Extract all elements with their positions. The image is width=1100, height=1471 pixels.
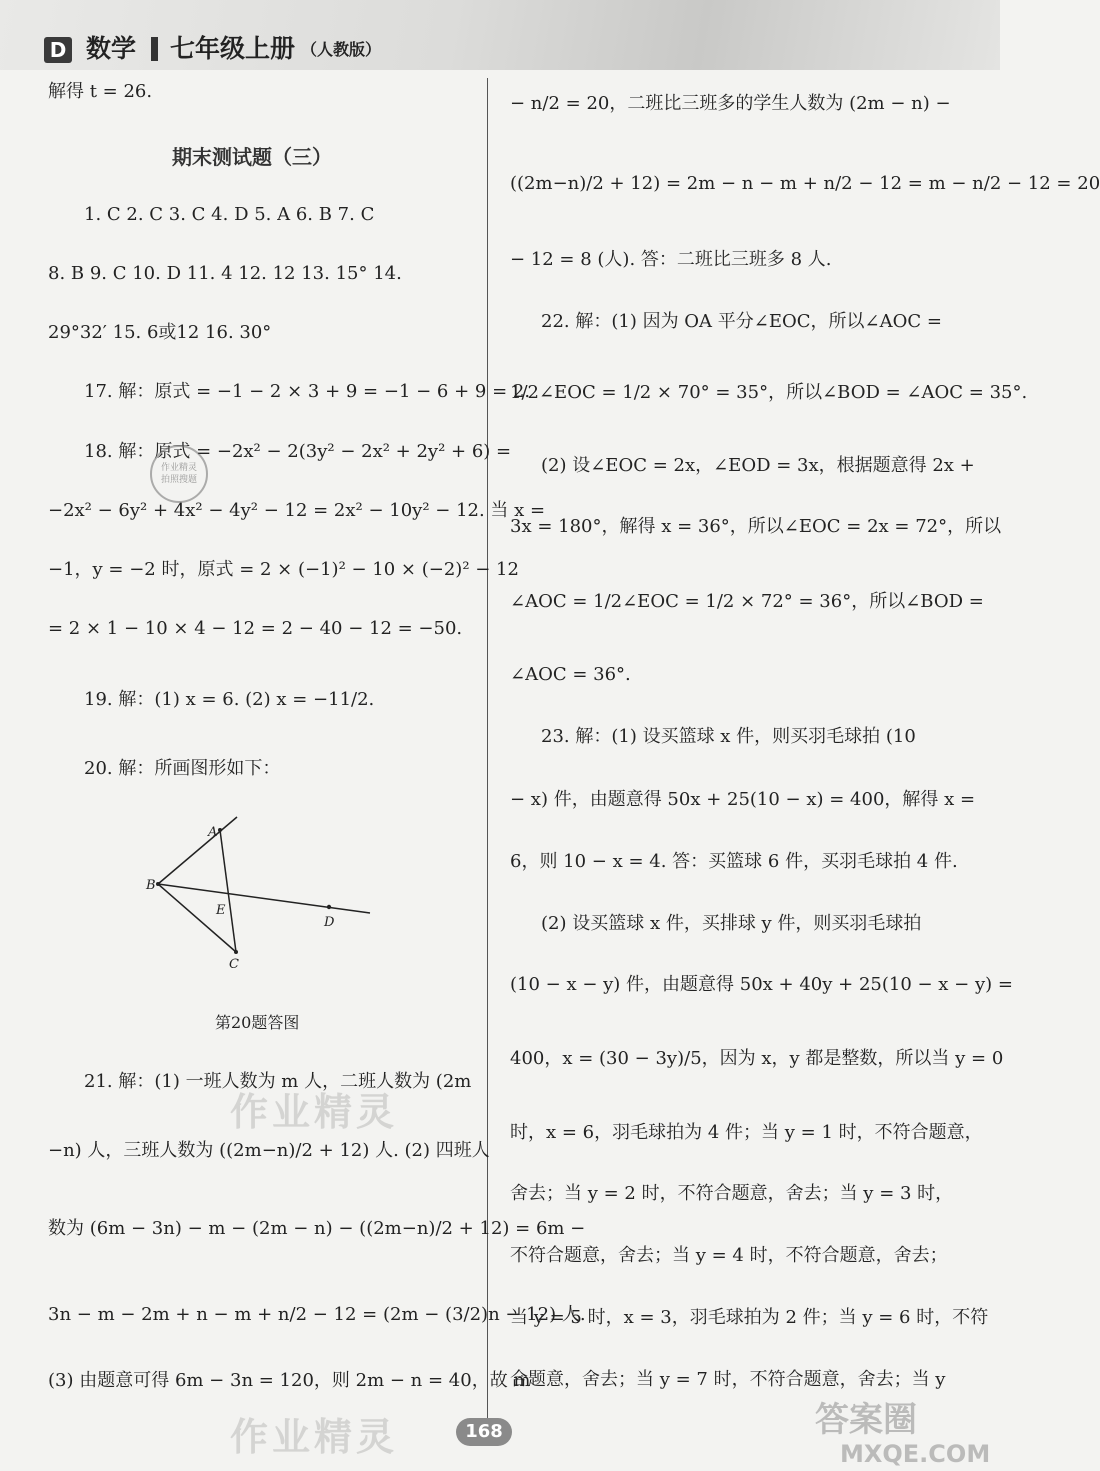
answer-line: −1，y = −2 时，原式 = 2 × (−1)² − 10 × (−2)² − 12 [48,559,519,580]
answer-line: 23. 解：(1) 设买篮球 x 件，则买羽毛球拍 (10 [541,726,916,747]
answer-line: (3) 由题意可得 6m − 3n = 120，则 2m − n = 40，故 m [48,1370,531,1391]
answer-line: −2x² − 6y² + 4x² − 4y² − 12 = 2x² − 10y² − 12. 当 x = [48,500,546,521]
geometry-figure [140,810,380,970]
answer-line: ∠AOC = 1/2∠EOC = 1/2 × 72° = 36°，所以∠BOD = [510,591,984,612]
answer-line: 18. 解：原式 = −2x² − 2(3y² − 2x² + 2y² + 6) = [84,441,512,462]
ray-bd [158,884,370,913]
answer-line: − x) 件，由题意得 50x + 25(10 − x) = 400，解得 x = [510,789,976,810]
answer-line: 当 y = 5 时，x = 3，羽毛球拍为 2 件；当 y = 6 时，不符 [510,1307,989,1328]
answer-line: (2) 设买篮球 x 件，买排球 y 件，则买羽毛球拍 [541,913,922,934]
site-watermark: 答案圈 [815,1400,917,1440]
answer-line: 时，x = 6，羽毛球拍为 4 件；当 y = 1 时，不符合题意， [510,1122,983,1143]
answer-line: 29°32′ 15. 6或12 16. 30° [48,322,272,343]
answer-line: 400，x = (30 − 3y)/5，因为 x，y 都是整数，所以当 y = 0 [510,1048,1004,1069]
brand-watermark: 作业精灵 [230,1090,399,1134]
answer-line: 1. C 2. C 3. C 4. D 5. A 6. B 7. C [84,204,375,225]
edition-label: （人教版） [301,40,382,59]
series-badge: D [44,37,72,63]
answer-line: = 2 × 1 − 10 × 4 − 12 = 2 − 40 − 12 = −50. [48,618,463,639]
section-title: 期末测试题（三） [172,145,332,169]
answer-line: 22. 解：(1) 因为 OA 平分∠EOC，所以∠AOC = [541,311,942,332]
answer-line: 3x = 180°，解得 x = 36°，所以∠EOC = 2x = 72°，所以 [510,516,1002,537]
line-ac [220,830,236,952]
answer-line: 数为 (6m − 3n) − m − (2m − n) − ((2m−n)/2 + 12) = 6m − [48,1218,586,1239]
answer-line: ((2m−n)/2 + 12) = 2m − n − m + n/2 − 12 = m − n/2 − 12 = 20 [510,173,1100,194]
line-bc [158,884,236,952]
answer-line: 20. 解：所画图形如下： [84,758,281,779]
stamp-watermark: 作业精灵 拍照搜题 [150,445,208,503]
header-separator [151,37,158,61]
point-a-label: A [208,825,218,840]
answer-line: 3n − m − 2m + n − m + n/2 − 12 = (2m − (3/2)n − 12) 人. [48,1304,586,1325]
answer-line: 合题意，舍去；当 y = 7 时，不符合题意，舍去；当 y [510,1369,946,1390]
answer-line: 6，则 10 − x = 4. 答：买篮球 6 件，买羽毛球拍 4 件. [510,851,958,872]
answer-line: 不符合题意，舍去；当 y = 4 时，不符合题意，舍去； [510,1245,948,1266]
page-number: 168 [456,1418,512,1446]
answer-line: ∠AOC = 36°. [510,664,631,685]
subject-label: 数学 [86,34,137,63]
answer-line: 解得 t = 26. [48,81,153,102]
brand-watermark: 作业精灵 [230,1415,399,1459]
point-b-label: B [146,878,156,893]
figure-caption: 第20题答图 [215,1013,300,1032]
answer-line: − 12 = 8 (人). 答：二班比三班多 8 人. [510,249,832,270]
answer-line: −n) 人，三班人数为 ((2m−n)/2 + 12) 人. (2) 四班人 [48,1140,490,1161]
url-watermark: MXQE.COM [840,1440,991,1468]
page-header [0,0,1000,70]
answer-line: 8. B 9. C 10. D 11. 4 12. 12 13. 15° 14. [48,263,402,284]
point-d-label: D [324,915,335,930]
answer-line: (2) 设∠EOC = 2x，∠EOD = 3x，根据题意得 2x + [541,455,975,476]
answer-line: 17. 解：原式 = −1 − 2 × 3 + 9 = −1 − 6 + 9 = 2. [84,381,531,402]
answer-line: 舍去；当 y = 2 时，不符合题意，舍去；当 y = 3 时， [510,1183,954,1204]
answer-line: 21. 解：(1) 一班人数为 m 人，二班人数为 (2m [84,1071,472,1092]
grade-label: 七年级上册 [170,34,296,63]
answer-line: (10 − x − y) 件，由题意得 50x + 40y + 25(10 − x − y) = [510,974,1013,995]
answer-line: − n/2 = 20，二班比三班多的学生人数为 (2m − n) − [510,93,951,114]
answer-line: 1/2∠EOC = 1/2 × 70° = 35°，所以∠BOD = ∠AOC = 35°. [510,382,1028,403]
answer-line: 19. 解：(1) x = 6. (2) x = −11/2. [84,689,375,710]
point-c-label: C [229,957,239,972]
point-e-label: E [216,903,226,918]
